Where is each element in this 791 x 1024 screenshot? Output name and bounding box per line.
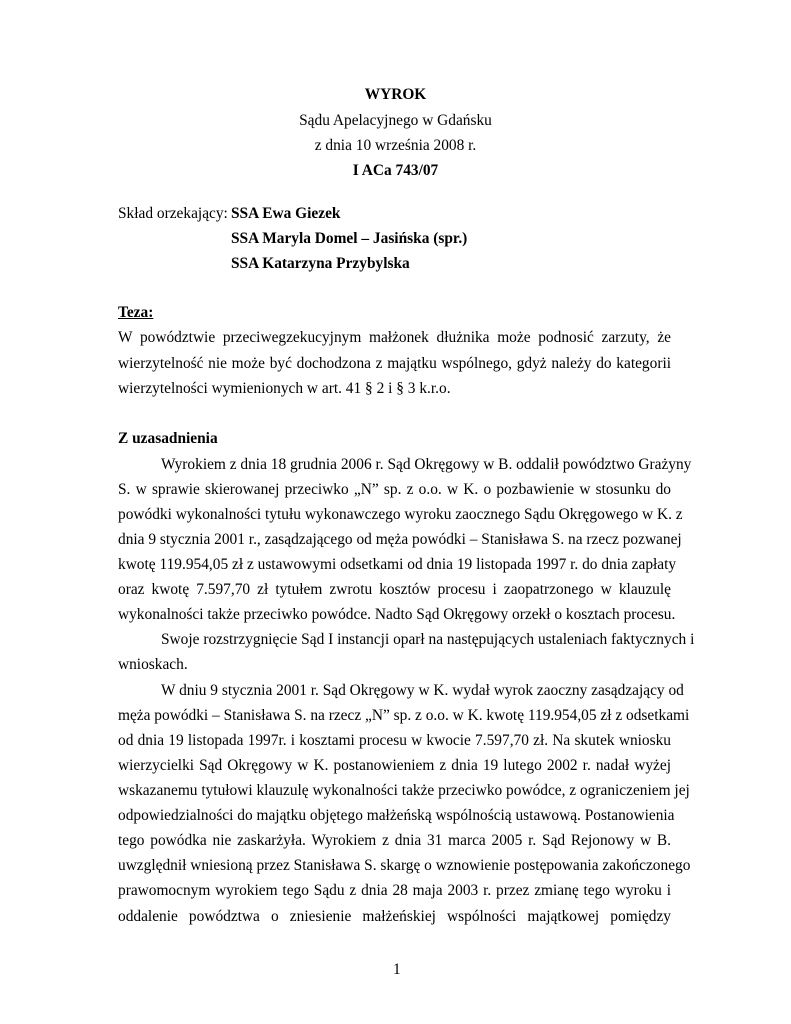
body-line: W dniu 9 stycznia 2001 r. Sąd Okręgowy w K. wydał wyrok zaoczny zasądzający od (161, 682, 684, 699)
body-line: wnioskach. (118, 656, 188, 673)
body-line: dnia 9 stycznia 2001 r., zasądzającego od męża powódki – Stanisława S. na rzecz pozwanej (118, 531, 682, 548)
page-number: 1 (393, 961, 401, 978)
body-line: S. w sprawie skierowanej przeciwko „N” sp. z o.o. w K. o pozbawienie w stosunku do (118, 481, 671, 498)
document-title: WYROK (364, 86, 427, 103)
thesis-line: W powództwie przeciwegzekucyjnym małżonek dłużnika może podnosić zarzuty, że (118, 329, 671, 346)
body-line: tego powódka nie zaskarżyła. Wyrokiem z dnia 31 marca 2005 r. Sąd Rejonowy w B. (118, 832, 671, 849)
body-line: Wyrokiem z dnia 18 grudnia 2006 r. Sąd Okręgowy w B. oddalił powództwo Grażyny (161, 456, 692, 473)
judge-name: SSA Maryla Domel – Jasińska (spr.) (231, 230, 468, 247)
body-line: uwzględnił wniesioną przez Stanisława S. skargę o wznowienie postępowania zakończonego (118, 857, 691, 874)
thesis-line: wierzytelność nie może być dochodzona z majątku wspólnego, gdyż należy do kategorii (118, 355, 671, 372)
judge-name: SSA Ewa Giezek (231, 205, 341, 222)
body-line: oddalenie powództwa o zniesienie małżeńskiej wspólności majątkowej pomiędzy (118, 908, 671, 925)
body-line: kwotę 119.954,05 zł z ustawowymi odsetkami od dnia 19 listopada 1997 r. do dnia zapłaty (118, 556, 677, 573)
thesis-line: wierzytelności wymienionych w art. 41 § 2 i § 3 k.r.o. (118, 380, 451, 397)
body-line: wierzycielki Sąd Okręgowy w K. postanowieniem z dnia 19 lutego 2002 r. nadał wyżej (118, 757, 671, 774)
body-line: powódki wykonalności tytułu wykonawczego wyroku zaocznego Sądu Okręgowego w K. z (118, 506, 683, 523)
body-line: odpowiedzialności do majątku objętego małżeńską wspólnością ustawową. Postanowienia (118, 807, 675, 824)
body-line: Swoje rozstrzygnięcie Sąd I instancji oparł na następujących ustaleniach faktycznych i (161, 631, 695, 648)
judge-name: SSA Katarzyna Przybylska (231, 255, 410, 272)
case-number: I ACa 743/07 (352, 162, 439, 179)
justification-heading: Z uzasadnienia (118, 430, 218, 447)
body-line: od dnia 19 listopada 1997r. i kosztami procesu w kwocie 7.597,70 zł. Na skutek wniosku (118, 732, 671, 749)
judgment-date: z dnia 10 września 2008 r. (314, 137, 477, 154)
body-line: prawomocnym wyrokiem tego Sądu z dnia 28 maja 2003 r. przez zmianę tego wyroku i (118, 882, 671, 899)
court-name: Sądu Apelacyjnego w Gdańsku (299, 112, 492, 129)
body-line: wykonalności także przeciwko powódce. Nadto Sąd Okręgowy orzekł o kosztach procesu. (118, 606, 676, 623)
body-line: wskazanemu tytułowi klauzulę wykonalności także przeciwko powódce, z ograniczeniem jej (118, 782, 690, 799)
body-line: męża powódki – Stanisława S. na rzecz „N” sp. z o.o. w K. kwotę 119.954,05 zł z odsetkami (118, 707, 690, 724)
thesis-heading: Teza: (118, 304, 154, 321)
panel-label: Skład orzekający: (118, 205, 228, 222)
body-line: oraz kwotę 7.597,70 zł tytułem zwrotu kosztów procesu i zaopatrzonego w klauzulę (118, 581, 671, 598)
